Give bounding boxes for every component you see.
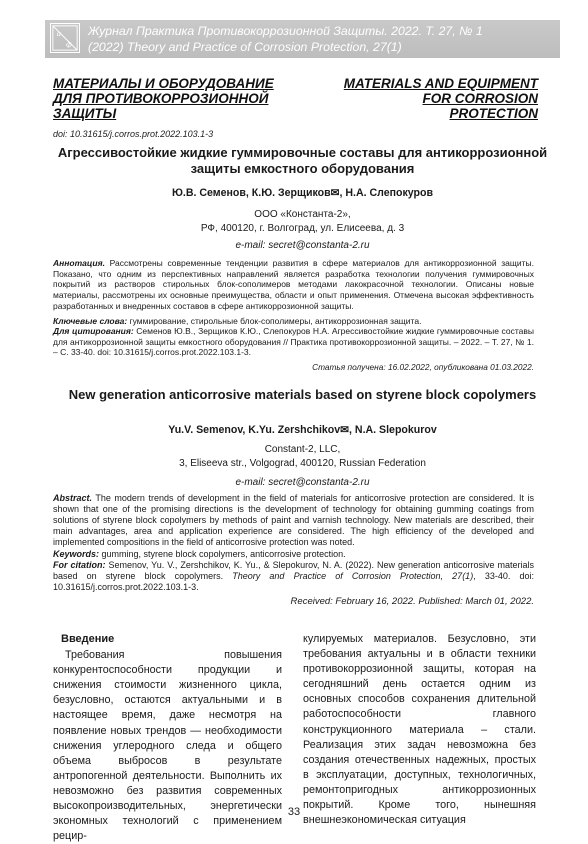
citation-en-journal: Theory and Practice of Corrosion Protection, 27(1) (232, 571, 474, 581)
abstract-ru-label: Аннотация. (53, 258, 105, 268)
abstract-en (53, 493, 534, 548)
citation-en (53, 560, 534, 593)
affiliation-en (45, 443, 560, 471)
email-ru: e-mail: secret@constanta-2.ru (235, 240, 370, 251)
affiliation-en-line1: Constant-2, LLC, (264, 444, 341, 455)
affiliation-ru (45, 208, 560, 236)
abstract-ru-text: Рассмотрены современные тенденции развития в сфере материалов для антикоррозионной защиты. Показано, что одним из перспективных направлений является разработка технологии получения гуммировочных покрытий из растворов стирольных блок-сополимеров методами лакокрасочной технологии. Описаны новые материалы, рассмотрены их основные преимущества, области и опыт применения. Отмечена высокая эффективность разработанных и внедренных составов в сфере антикоррозионной защиты. (53, 258, 534, 311)
authors-ru: Ю.В. Семенов, К.Ю. Зерщиков✉, Н.А. Слепокуров (171, 187, 434, 199)
abstract-en-text: The modern trends of development in the field of materials for anticorrosive protection are considered. It is shown that one of the promising directions is the development of technology for obtaining gumming coatings from solutions of styrene block copolymers by methods of paint and varnish technology. New materials are described, their main advantages, area and application experience are considered. The high efficiency of the developed and implemented compositions in the field of anticorrosive protection was noted. (53, 493, 534, 547)
citation-en-tail: , 33-40. doi: 10.31615/j.corros.prot.2022.103.1-3. (53, 571, 535, 592)
affiliation-en-line2: 3, Eliseeva str., Volgograd, 400120, Russian Federation (179, 458, 426, 469)
svg-text:a: a (56, 29, 62, 39)
abstract-ru (53, 258, 534, 312)
citation-ru-text: Семенов Ю.В., Зерщиков К.Ю., Слепокуров Н.А. Агрессивостойкие жидкие гуммировочные составы для антикоррозионной защиты емкостного оборудования // Практика противокоррозионной защиты. – 2022. – Т. 27, № 1. – С. 33-40. doi: 10.31615/j.corros.prot.2022.103.1-3. (53, 326, 534, 358)
body-column-right (303, 632, 536, 828)
article-title-en: New generation anticorrosive materials based on styrene block copolymers (68, 387, 537, 402)
email-en: e-mail: secret@constanta-2.ru (235, 477, 370, 488)
section-heading-ru: МАТЕРИАЛЫ И ОБОРУДОВАНИЕ ДЛЯ ПРОТИВОКОРРОЗИОННОЙ ЗАЩИТЫ (53, 76, 274, 121)
keywords-en (53, 549, 534, 560)
svg-text:Ф: Ф (65, 40, 73, 50)
citation-ru-label: Для цитирования: (53, 326, 134, 336)
dates-ru: Статья получена: 16.02.2022, опубликована 01.03.2022. (312, 362, 534, 372)
section-heading-en: MATERIALS AND EQUIPMENT FOR CORROSION PROTECTION (343, 76, 538, 121)
citation-en-authors: Semenov, Yu. V., Zershchikov, K. Yu., & Slepokurov, N. A. (2022). New generation anticorrosive materials based on styrene block copolymers. (53, 560, 535, 581)
affiliation-ru-line2: РФ, 400120, г. Волгоград, ул. Елисеева, д. 3 (200, 223, 405, 234)
journal-logo-icon (50, 23, 80, 53)
dates-en: Received: February 16, 2022. Published: March 01, 2022. (290, 596, 534, 607)
citation-ru (53, 326, 534, 358)
authors-en: Yu.V. Semenov, K.Yu. Zershchikov✉, N.A. Slepokurov (168, 424, 437, 436)
body-left-text: Требования повышения конкурентоспособности продукции и снижения стоимости жизненного цикла, безусловно, остаются актуальными и в настоящее время, даже несмотря на появление новых трендов — необходимости снижения углеродного следа и общего объема выбросов в результате антропогенной деятельности. Выполнить их невозможно без развития современных высокопроизводительных, энергетически экономных технологий с применением рецир- (53, 649, 282, 843)
keywords-ru-label: Ключевые слова: (53, 316, 128, 326)
journal-title-en: (2022) Theory and Practice of Corrosion Protection, 27(1) (88, 40, 402, 54)
abstract-en-label: Abstract. (53, 493, 93, 503)
keywords-ru-text: гуммирование, стирольные блок-сополимеры, антикоррозионная защита. (127, 316, 422, 326)
keywords-en-text: gumming, styrene block copolymers, anticorrosive protection. (99, 549, 346, 559)
intro-heading: Введение (61, 633, 115, 645)
body-right-text: кулируемых материалов. Безусловно, эти требования актуальны и в области техники противокоррозионной защиты, которая на сегодняшний день остается одним из основных способов сохранения длительной работоспособности главного конструкционного материала – стали. Реализация этих задач невозможна без создания отечественных надежных, простых в эксплуатации, доступных, технологичных, ремонтопригодных антикоррозионных покрытий. Кроме того, нынешняя внешнеэкономическая ситуация (303, 633, 536, 827)
article-title-ru: Агрессивостойкие жидкие гуммировочные составы для антикоррозионной защиты емкостного оборудования (57, 145, 548, 176)
journal-title-ru: Журнал Практика Противокоррозионной Защиты. 2022. Т. 27, № 1 (88, 24, 483, 38)
doi-line: doi: 10.31615/j.corros.prot.2022.103.1-3 (53, 129, 214, 139)
page-number: 33 (287, 806, 301, 818)
keywords-en-label: Keywords: (53, 549, 100, 559)
affiliation-ru-line1: ООО «Константа-2», (254, 209, 351, 220)
citation-en-label: For citation: (53, 560, 106, 570)
